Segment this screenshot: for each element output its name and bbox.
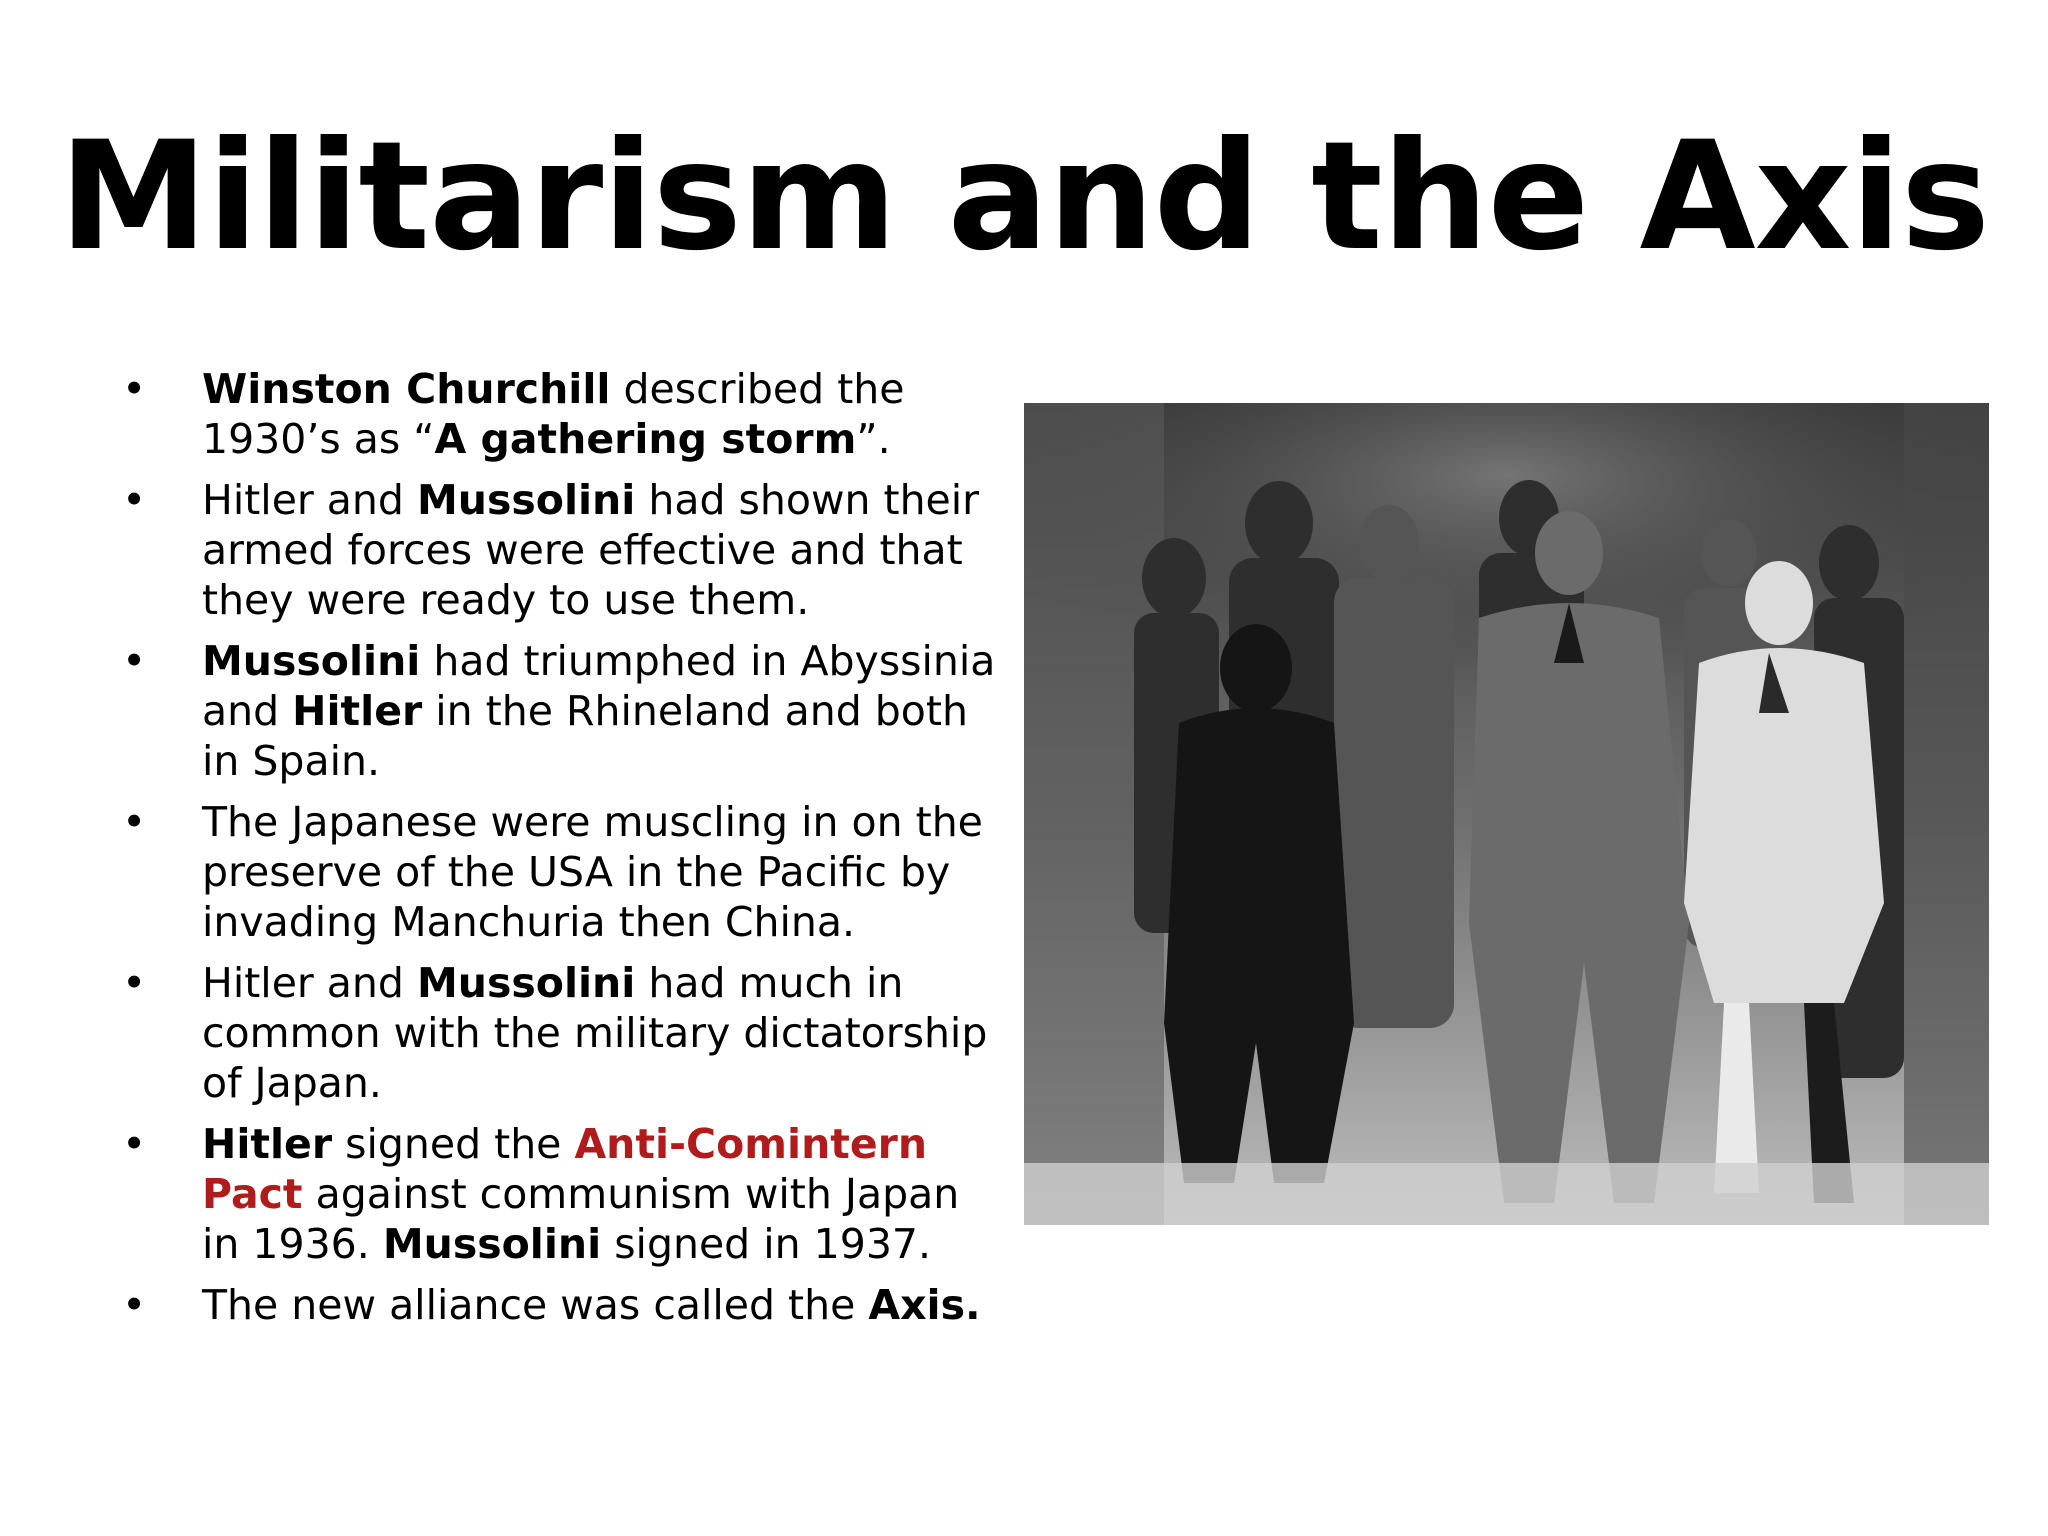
text-segment: The Japanese were muscling in on the preserve of the USA in the Pacific by invading Manchuria then China. (202, 798, 983, 946)
text-segment: had shown their armed forces were effective and that they were ready to use them. (202, 476, 980, 624)
historical-photo (1024, 403, 1989, 1225)
bold-term: Mussolini (416, 959, 636, 1007)
bullet-marker: • (122, 476, 147, 524)
bullet-marker: • (122, 637, 147, 685)
bullet-text (202, 1281, 981, 1329)
bullet-text (202, 637, 995, 785)
bullet-item (122, 1280, 1002, 1330)
bullet-marker: • (122, 1120, 147, 1168)
bullet-item (122, 958, 1002, 1108)
bullet-item (122, 364, 1002, 464)
text-segment: The new alliance was called the (202, 1281, 869, 1329)
bullet-marker: • (122, 365, 147, 413)
bold-term: Mussolini (382, 1220, 602, 1268)
bullet-marker: • (122, 959, 147, 1007)
bullet-text (202, 1120, 959, 1268)
bullet-text (202, 798, 983, 946)
highlighted-term: Anti-Comintern Pact (202, 1120, 928, 1218)
bold-term: Winston Churchill (202, 365, 611, 413)
bold-term: Hitler (202, 1120, 333, 1168)
bullet-marker: • (122, 1281, 147, 1329)
bold-term: Mussolini (416, 476, 636, 524)
text-segment: in the Rhineland and both in Spain. (202, 687, 968, 785)
bullet-marker: • (122, 798, 147, 846)
bold-term: Axis. (868, 1281, 981, 1329)
bold-term: Hitler (292, 687, 423, 735)
bullet-item (122, 475, 1002, 625)
slide-title: Militarism and the Axis (58, 110, 1990, 284)
text-segment: had triumphed in Abyssinia and (202, 637, 996, 735)
text-segment: Hitler and (202, 476, 417, 524)
text-segment: described the 1930’s as “ (202, 365, 905, 463)
bullet-item (122, 636, 1002, 786)
text-segment: Hitler and (202, 959, 417, 1007)
text-segment: against communism with Japan in 1936. (202, 1170, 960, 1268)
bold-term: A gathering storm (434, 415, 857, 463)
bold-term: Mussolini (202, 637, 421, 685)
bullet-item (122, 1119, 1002, 1269)
text-segment: signed the (332, 1120, 575, 1168)
text-segment: had much in common with the military dictatorship of Japan. (202, 959, 988, 1107)
text-segment: signed in 1937. (601, 1220, 932, 1268)
text-segment: ”. (856, 415, 891, 463)
bullet-text (202, 959, 987, 1107)
bullet-text (202, 365, 904, 463)
bullet-text (202, 476, 979, 624)
bullet-list (122, 364, 1002, 1341)
bullet-item (122, 797, 1002, 947)
